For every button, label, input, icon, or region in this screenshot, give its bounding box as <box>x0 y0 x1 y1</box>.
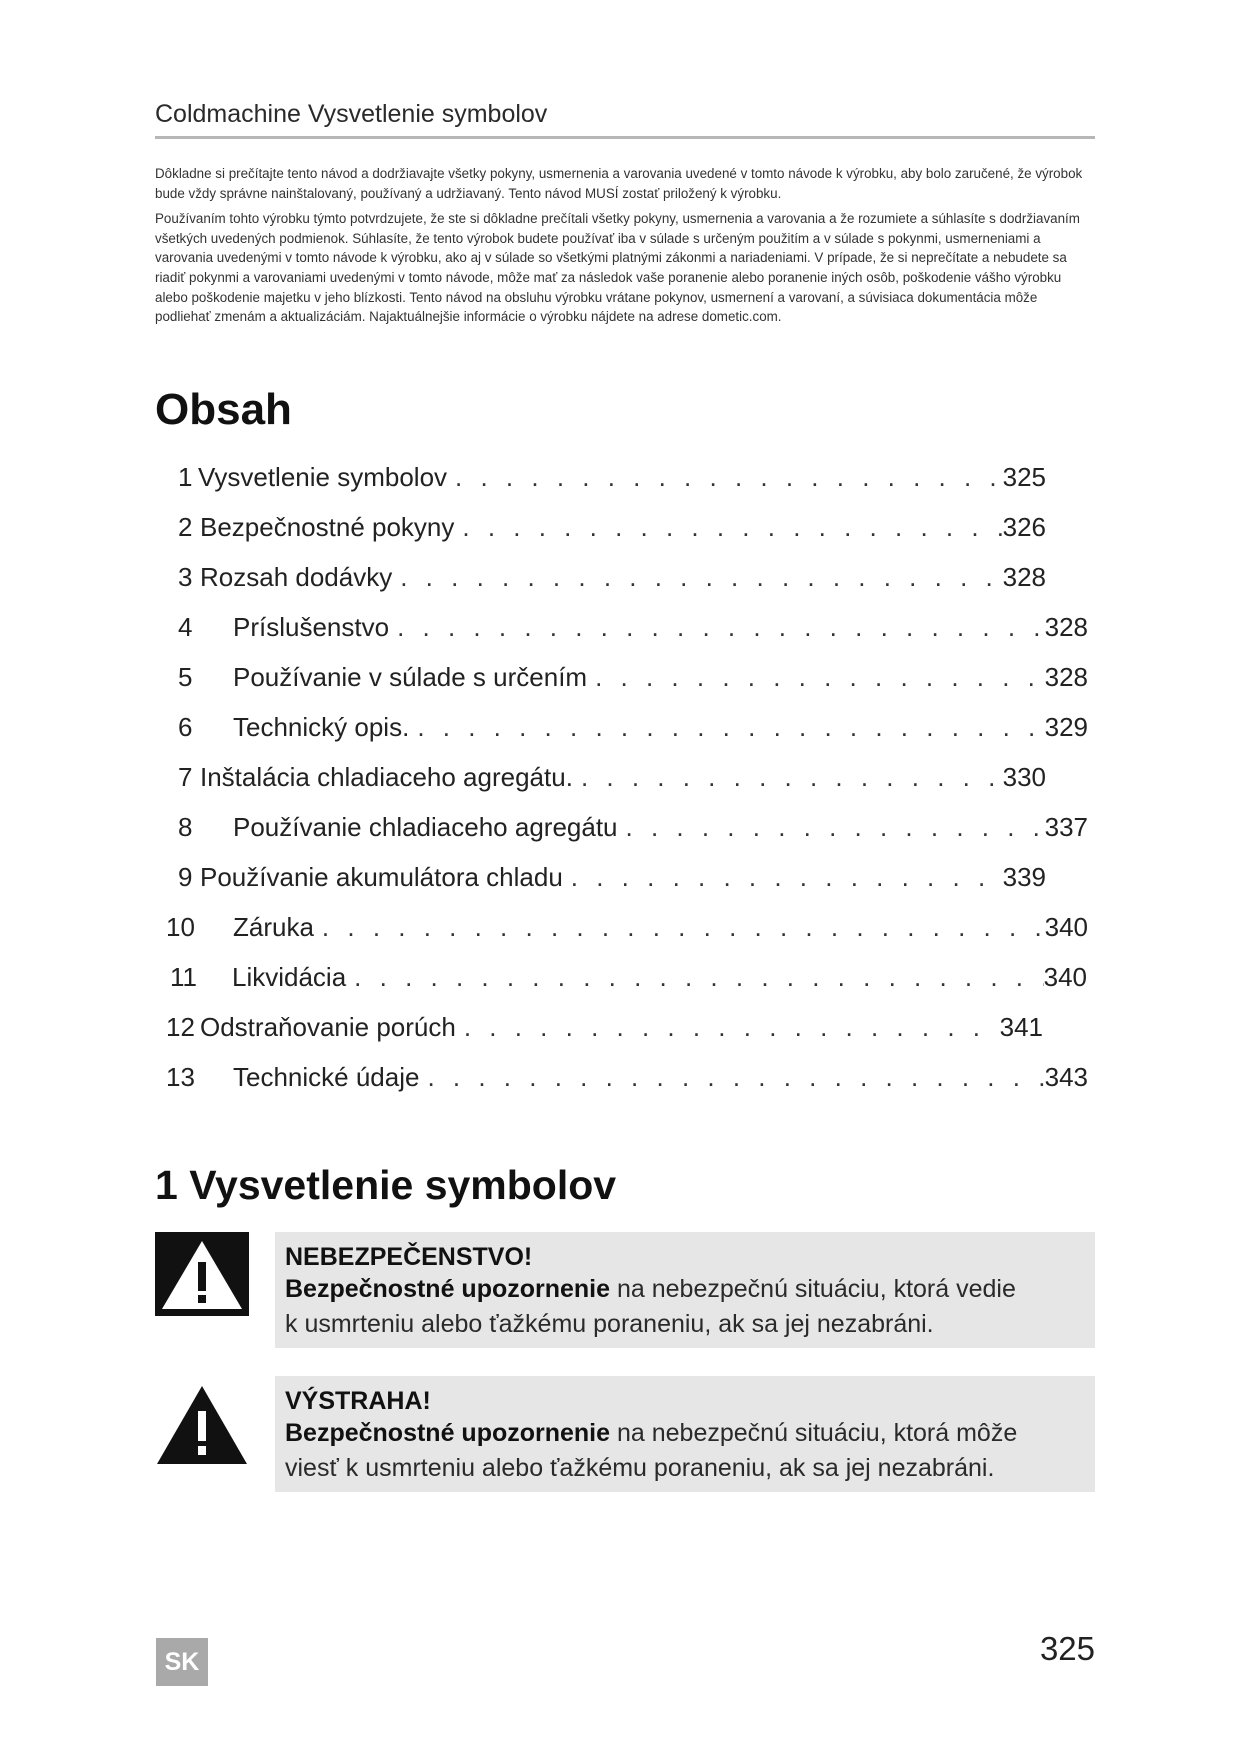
toc-entry-page: 328 <box>1002 562 1046 592</box>
toc-leader-dots <box>573 760 1003 794</box>
toc-entry-page: 326 <box>1002 512 1046 542</box>
toc-leader-dots <box>456 1010 1000 1044</box>
intro-text <box>155 164 1095 333</box>
toc-entry-number: 7 <box>178 762 193 792</box>
toc-entry-number: 8 <box>178 812 193 842</box>
toc-entry-title: Technický opis. <box>233 712 410 742</box>
toc-entry-number: 10 <box>166 912 195 942</box>
toc-entry-title: Technické údaje <box>233 1062 420 1092</box>
warning-triangle-icon <box>155 1383 249 1467</box>
toc-entry[interactable] <box>166 1060 1088 1094</box>
signal-word-warning: VÝSTRAHA! <box>285 1387 431 1415</box>
toc-leader-dots <box>409 710 1044 744</box>
toc-leader-dots <box>447 460 1003 494</box>
toc-entry-number: 3 <box>178 562 193 592</box>
toc-entry[interactable] <box>178 860 1046 894</box>
toc-entry-page: 340 <box>1044 912 1088 942</box>
warning-notice-box <box>275 1376 1095 1492</box>
toc-leader-dots <box>587 660 1045 694</box>
header-divider <box>155 136 1095 139</box>
toc-entry[interactable] <box>178 760 1046 794</box>
toc-entry-title: Rozsah dodávky <box>200 562 393 592</box>
toc-entry[interactable] <box>178 710 1088 744</box>
page-number: 325 <box>1039 1630 1095 1667</box>
toc-entry-page: 330 <box>1002 762 1046 792</box>
toc-entry-number: 5 <box>178 662 193 692</box>
toc-entry-number: 12 <box>166 1012 195 1042</box>
toc-entry-number: 13 <box>166 1062 195 1092</box>
danger-message-lead: Bezpečnostné upozornenie <box>285 1275 611 1303</box>
toc-entry[interactable] <box>178 660 1088 694</box>
toc-entry-page: 341 <box>999 1012 1043 1042</box>
toc-entry-page: 340 <box>1043 962 1087 992</box>
toc-entry-number: 9 <box>178 862 193 892</box>
danger-message-line1: na nebezpečnú situáciu, ktorá vedie <box>610 1275 1016 1303</box>
toc-entry-number: 11 <box>170 962 197 992</box>
toc-entry-title: Likvidácia <box>232 962 347 992</box>
toc-entry-title: Používanie chladiaceho agregátu <box>233 812 618 842</box>
toc-leader-dots <box>392 560 1002 594</box>
toc-leader-dots <box>389 610 1045 644</box>
toc-leader-dots <box>618 810 1045 844</box>
warning-notice <box>155 1376 1095 1492</box>
toc-entry-page: 328 <box>1044 612 1088 642</box>
toc-entry-title: Odstraňovanie porúch <box>200 1012 456 1042</box>
intro-paragraph-1: Dôkladne si prečítajte tento návod a dodržiavajte všetky pokyny, usmernenia a varovania uvedené v tomto návode k výrobku, aby bolo zaručené, že výrobok bude vždy správne nainštalovaný, používaný a udržiavaný. Tento návod MUSÍ zostať priložený k výrobku. <box>155 166 1083 201</box>
toc-entry-page: 328 <box>1044 662 1088 692</box>
toc-leader-dots <box>346 960 1043 994</box>
toc-entry-title: Príslušenstvo <box>233 612 390 642</box>
toc-entry-number: 4 <box>178 612 193 642</box>
running-header: Coldmachine Vysvetlenie symbolov <box>155 100 548 128</box>
toc-entry-title: Záruka <box>233 912 314 942</box>
toc-heading: Obsah <box>155 385 292 434</box>
toc-entry-title: Vysvetlenie symbolov <box>198 462 448 492</box>
toc-entry-page: 343 <box>1044 1062 1088 1092</box>
danger-notice <box>155 1232 1095 1348</box>
toc-leader-dots <box>314 910 1045 944</box>
toc-entry[interactable] <box>178 460 1046 494</box>
toc-entry[interactable] <box>178 810 1088 844</box>
warning-triangle-inverted-icon <box>155 1232 249 1316</box>
toc-entry-page: 325 <box>1002 462 1046 492</box>
toc-entry[interactable] <box>178 560 1046 594</box>
toc-leader-dots <box>454 510 1002 544</box>
toc-entry-title: Používanie v súlade s určením <box>233 662 588 692</box>
toc-entry-number: 6 <box>178 712 193 742</box>
toc-leader-dots <box>563 860 1003 894</box>
toc-entry[interactable] <box>166 910 1088 944</box>
toc-entry[interactable] <box>166 1010 1043 1044</box>
danger-message <box>285 1272 1085 1342</box>
warning-message-lead: Bezpečnostné upozornenie <box>285 1419 611 1447</box>
toc-entry-page: 329 <box>1044 712 1088 742</box>
danger-message-line2: k usmrteniu alebo ťažkému poraneniu, ak sa jej nezabráni. <box>285 1310 934 1338</box>
toc-entry-page: 337 <box>1044 812 1088 842</box>
warning-message <box>285 1416 1085 1486</box>
toc-entry-title: Bezpečnostné pokyny <box>200 512 455 542</box>
toc-entry[interactable] <box>170 960 1087 994</box>
warning-message-line1: na nebezpečnú situáciu, ktorá môže <box>610 1419 1018 1447</box>
toc-entry-title: Inštalácia chladiaceho agregátu. <box>200 762 573 792</box>
intro-paragraph-2: Používaním tohto výrobku týmto potvrdzujete, že ste si dôkladne prečítali všetky pokyny, usmernenia a varovania a že rozumiete a súhlasíte s dodržiavaním všetkých uvedených podmienok. Súhlasíte, že tento výrobok budete používať iba v súlade s určeným použitím a v súlade s pokynmi, usmerneniami a varovania uvedenými v tomto návode k výrobku, ako aj v súlade so všetkými platnými zákonmi a nariadeniami. V prípade, že si neprečítate a nebudete sa riadiť pokynmi a varovaniami uvedenými v tomto návode, môže mať za následok vaše poranenie alebo poranenie iných osôb, poškodenie vášho výrobku alebo poškodenie majetku v jeho blízkosti. Tento návod na obsluhu výrobku vrátane pokynov, usmernení a varovaní, a súvisiaca dokumentácia môže podliehať zmenám a aktualizáciám. Najaktuálnejšie informácie o výrobku nájdete na adrese dometic.com. <box>155 211 1080 325</box>
language-badge: SK <box>156 1638 208 1686</box>
toc-entry-title: Používanie akumulátora chladu <box>200 862 563 892</box>
toc-entry-page: 339 <box>1002 862 1046 892</box>
signal-word-danger: NEBEZPEČENSTVO! <box>285 1243 533 1271</box>
toc-entry-number: 1 <box>178 462 193 492</box>
section-heading: 1 Vysvetlenie symbolov <box>155 1162 617 1208</box>
danger-notice-box <box>275 1232 1095 1348</box>
warning-message-line2: viesť k usmrteniu alebo ťažkému poraneniu, ak sa jej nezabráni. <box>285 1454 995 1482</box>
toc-entry[interactable] <box>178 510 1046 544</box>
toc-entry-number: 2 <box>178 512 193 542</box>
toc-entry[interactable] <box>178 610 1088 644</box>
toc-leader-dots <box>419 1060 1044 1094</box>
